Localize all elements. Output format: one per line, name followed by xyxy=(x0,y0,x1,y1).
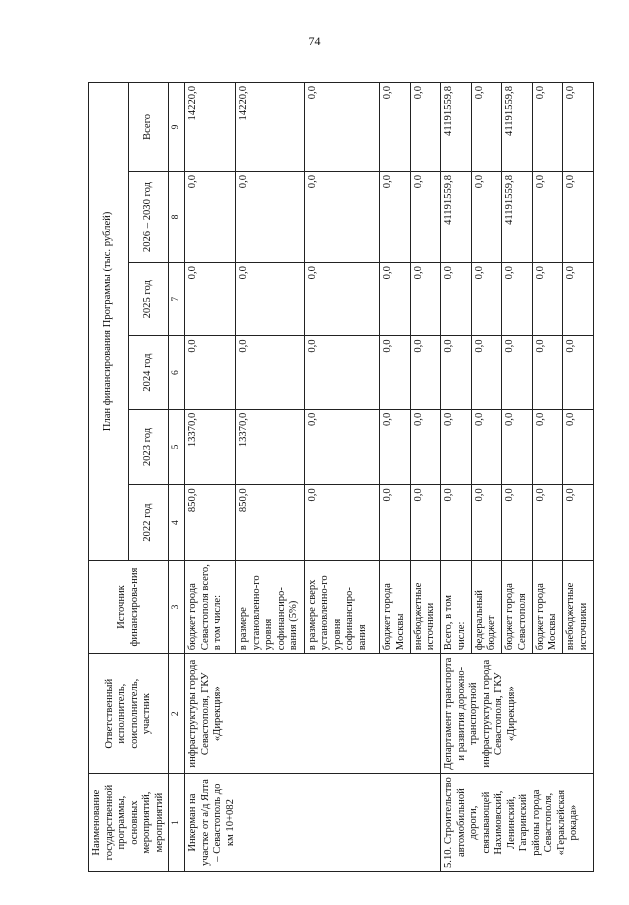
funding-source: внебюджетные источники xyxy=(563,560,594,653)
value-2024: 0,0 xyxy=(380,336,411,409)
value-2024: 0,0 xyxy=(441,336,472,409)
column-number: 9 xyxy=(169,83,185,172)
value-2023: 0,0 xyxy=(304,409,379,485)
value-total: 0,0 xyxy=(410,83,441,172)
value-2022: 850,0 xyxy=(236,485,305,561)
rotated-table-wrapper xyxy=(88,82,589,872)
value-2023: 0,0 xyxy=(410,409,441,485)
value-2026-2030: 0,0 xyxy=(380,171,411,262)
funding-source: федеральный бюджет xyxy=(471,560,502,653)
value-2026-2030: 0,0 xyxy=(563,171,594,262)
value-2023: 0,0 xyxy=(563,409,594,485)
value-2025: 0,0 xyxy=(532,263,563,336)
column-number: 3 xyxy=(169,560,185,653)
value-2025: 0,0 xyxy=(502,263,533,336)
value-2023: 0,0 xyxy=(380,409,411,485)
financing-table xyxy=(88,82,594,872)
value-2025: 0,0 xyxy=(441,263,472,336)
value-2024: 0,0 xyxy=(563,336,594,409)
table-row xyxy=(441,83,472,872)
executor: Департамент транспорта и развития дорожно-транспортной инфраструктуры города Севастополя, ГКУ «Дирекция» xyxy=(441,654,594,774)
header-col-executor: Ответственный исполнитель, соисполнитель, участник xyxy=(89,654,169,774)
value-2025: 0,0 xyxy=(410,263,441,336)
value-2025: 0,0 xyxy=(304,263,379,336)
header-col-source: Источник финансирова-ния xyxy=(89,560,169,653)
value-total: 14220,0 xyxy=(185,83,236,172)
value-2026-2030: 0,0 xyxy=(410,171,441,262)
value-2022: 0,0 xyxy=(441,485,472,561)
column-number: 8 xyxy=(169,171,185,262)
value-2022: 0,0 xyxy=(410,485,441,561)
header-col-name: Наименование государственной программы, основных мероприятий, мероприятий xyxy=(89,774,169,872)
value-2025: 0,0 xyxy=(380,263,411,336)
column-number: 4 xyxy=(169,485,185,561)
column-number: 7 xyxy=(169,263,185,336)
column-number: 1 xyxy=(169,774,185,872)
value-total: 0,0 xyxy=(380,83,411,172)
value-2023: 0,0 xyxy=(532,409,563,485)
value-total: 14220,0 xyxy=(236,83,305,172)
value-total: 0,0 xyxy=(532,83,563,172)
value-total: 0,0 xyxy=(304,83,379,172)
value-total: 0,0 xyxy=(471,83,502,172)
header-year-2024: 2024 год xyxy=(129,336,169,409)
value-2023: 13370,0 xyxy=(236,409,305,485)
value-2022: 0,0 xyxy=(380,485,411,561)
value-2022: 0,0 xyxy=(471,485,502,561)
value-2024: 0,0 xyxy=(236,336,305,409)
value-2026-2030: 41191559,8 xyxy=(441,171,472,262)
value-2026-2030: 41191559,8 xyxy=(502,171,533,262)
value-2025: 0,0 xyxy=(471,263,502,336)
funding-source: бюджет города Москвы xyxy=(380,560,411,653)
value-2022: 0,0 xyxy=(304,485,379,561)
column-number: 2 xyxy=(169,654,185,774)
value-total: 41191559,8 xyxy=(441,83,472,172)
column-number: 6 xyxy=(169,336,185,409)
header-plan: План финансирования Программы (тыс. рублей) xyxy=(89,83,129,561)
funding-source: бюджет города Москвы xyxy=(532,560,563,653)
value-2022: 0,0 xyxy=(563,485,594,561)
value-2024: 0,0 xyxy=(304,336,379,409)
value-2026-2030: 0,0 xyxy=(185,171,236,262)
header-year-2023: 2023 год xyxy=(129,409,169,485)
value-2024: 0,0 xyxy=(185,336,236,409)
funding-source: Всего, в том числе: xyxy=(441,560,472,653)
measure-name: 5.10. Строительство автомобильной дороги, связывающей Нахимовский, Ленинский, Гагаринский районы города Севастополя, «Гераклейская рокада» xyxy=(441,774,594,872)
funding-source: в размере сверх установленно-го уровня софинансиро-вания xyxy=(304,560,379,653)
header-year-2022: 2022 год xyxy=(129,485,169,561)
value-total: 0,0 xyxy=(563,83,594,172)
value-2024: 0,0 xyxy=(502,336,533,409)
funding-source: бюджет города Севастополя всего, в том числе: xyxy=(185,560,236,653)
column-number: 5 xyxy=(169,409,185,485)
value-2026-2030: 0,0 xyxy=(304,171,379,262)
header-year-2026-2030: 2026 – 2030 год xyxy=(129,171,169,262)
value-2023: 0,0 xyxy=(441,409,472,485)
value-2025: 0,0 xyxy=(185,263,236,336)
value-2026-2030: 0,0 xyxy=(471,171,502,262)
header-total: Всего xyxy=(129,83,169,172)
funding-source: внебюджетные источники xyxy=(410,560,441,653)
value-2025: 0,0 xyxy=(563,263,594,336)
funding-source: бюджет города Севастополя xyxy=(502,560,533,653)
value-2024: 0,0 xyxy=(471,336,502,409)
funding-source: в размере установленно-го уровня софинансиро-вания (5%) xyxy=(236,560,305,653)
executor: инфраструктуры города Севастополя, ГКУ «Дирекция» xyxy=(185,654,441,774)
value-2022: 0,0 xyxy=(502,485,533,561)
value-2023: 0,0 xyxy=(502,409,533,485)
value-2024: 0,0 xyxy=(410,336,441,409)
value-total: 41191559,8 xyxy=(502,83,533,172)
value-2023: 13370,0 xyxy=(185,409,236,485)
value-2023: 0,0 xyxy=(471,409,502,485)
table-row xyxy=(185,83,236,872)
value-2022: 0,0 xyxy=(532,485,563,561)
value-2022: 850,0 xyxy=(185,485,236,561)
value-2026-2030: 0,0 xyxy=(532,171,563,262)
value-2025: 0,0 xyxy=(236,263,305,336)
page-number: 74 xyxy=(308,34,321,48)
value-2026-2030: 0,0 xyxy=(236,171,305,262)
value-2024: 0,0 xyxy=(532,336,563,409)
measure-name: Инкерман на участке от а/д Ялта – Севастополь до км 10+082 xyxy=(185,774,441,872)
header-year-2025: 2025 год xyxy=(129,263,169,336)
